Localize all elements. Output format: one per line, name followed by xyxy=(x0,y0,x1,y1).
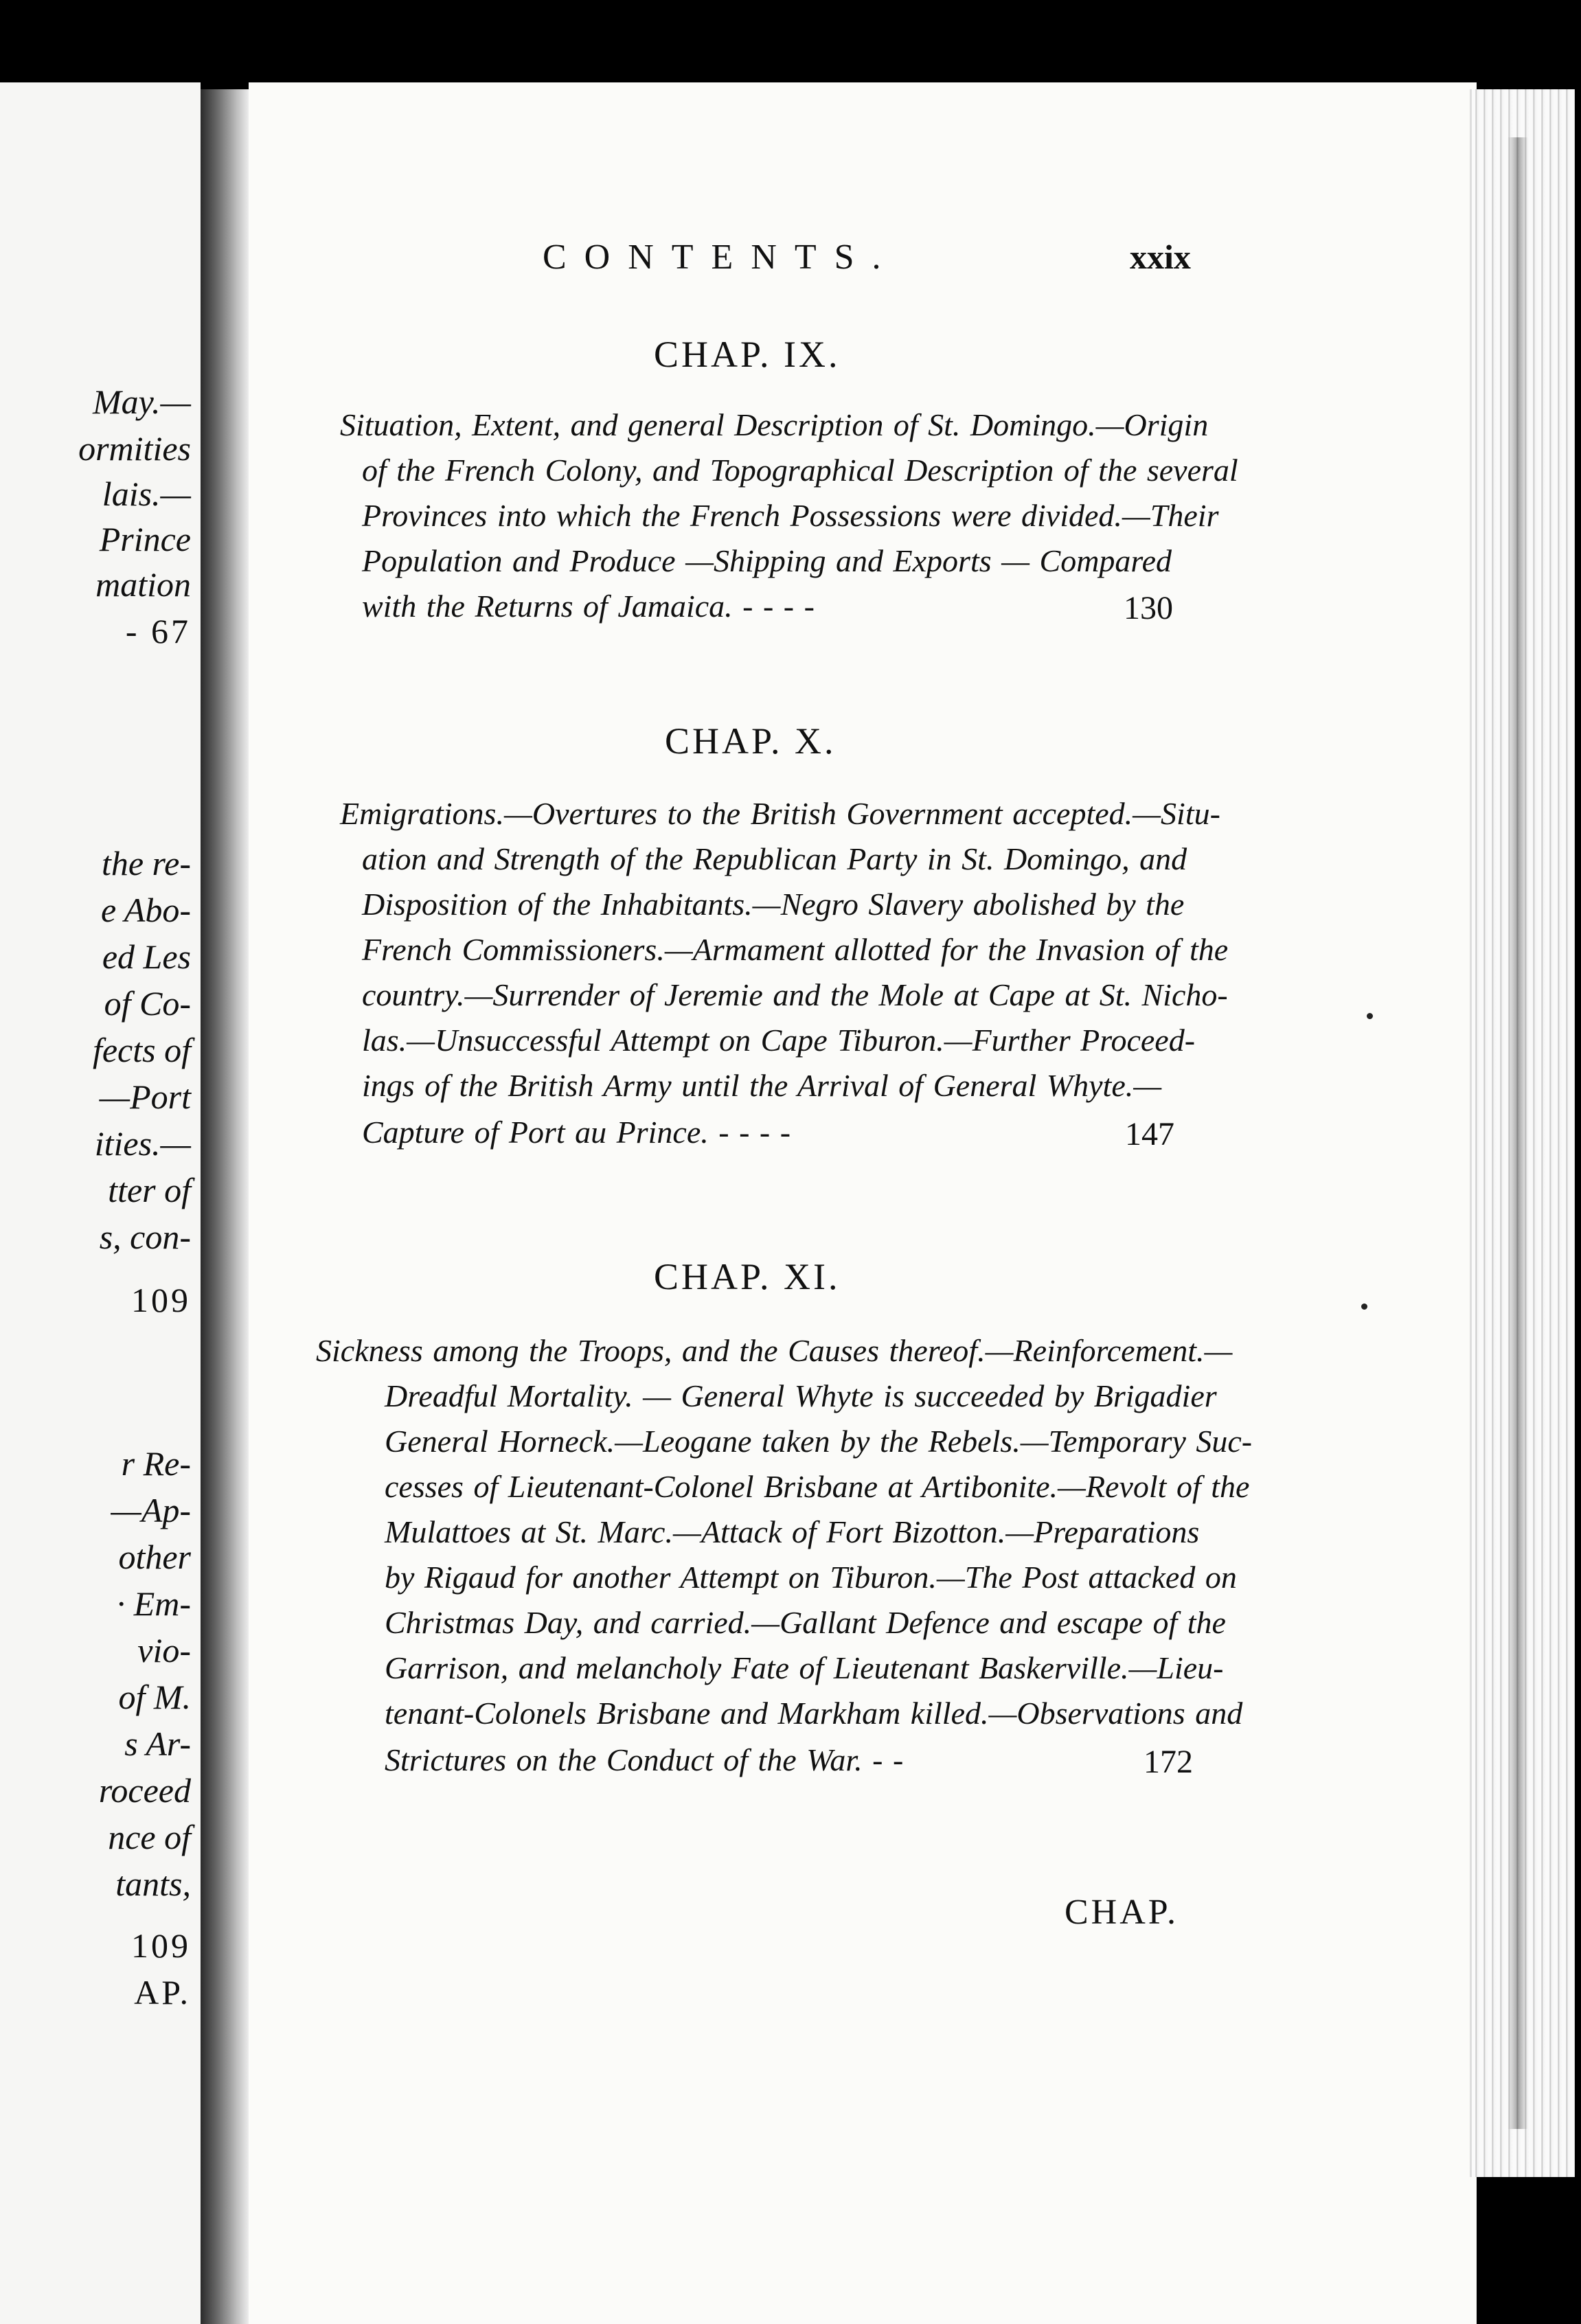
left-fragment: tter of xyxy=(108,1171,191,1209)
left-fragment: the re- xyxy=(101,844,191,882)
chapter-description-line: with the Returns of Jamaica. - - - - xyxy=(362,589,815,624)
left-page-number: 109 xyxy=(131,1926,191,1965)
left-fragment: —Port xyxy=(99,1078,191,1116)
left-fragment: mation xyxy=(95,565,191,604)
chapter-page-number: 147 xyxy=(1125,1116,1174,1152)
left-fragment: r Re- xyxy=(121,1444,191,1483)
left-fragment: ormities xyxy=(78,429,191,468)
chapter-description-line: of the French Colony, and Topographical Description of the several xyxy=(362,453,1238,488)
chapter-description-line: cesses of Lieutenant-Colonel Brisbane at Artibonite.—Revolt of the xyxy=(385,1469,1250,1504)
chapter-description-line: Capture of Port au Prince. - - - - xyxy=(362,1115,791,1150)
chapter-description-line: Provinces into which the French Possessions were divided.—Their xyxy=(362,498,1219,533)
catchword: CHAP. xyxy=(1065,1893,1179,1932)
ink-speck xyxy=(1367,1013,1373,1019)
chapter-description-line: Situation, Extent, and general Description of St. Domingo.—Origin xyxy=(340,407,1209,442)
left-fragment: of M. xyxy=(118,1678,191,1716)
ink-speck xyxy=(1361,1303,1367,1310)
left-fragment: s, con- xyxy=(99,1218,191,1256)
left-fragment: vio- xyxy=(137,1631,191,1670)
left-fragment: ities.— xyxy=(94,1124,191,1163)
chapter-description-line: las.—Unsuccessful Attempt on Cape Tiburon.—Further Proceed- xyxy=(362,1023,1196,1058)
chapter-description-line: Garrison, and melancholy Fate of Lieutenant Baskerville.—Lieu- xyxy=(385,1650,1224,1685)
left-catchword: AP. xyxy=(134,1973,191,2012)
chapter-description-line: Disposition of the Inhabitants.—Negro Slavery abolished by the xyxy=(362,887,1185,922)
chapter-description-line: Dreadful Mortality. — General Whyte is succeeded by Brigadier xyxy=(385,1378,1217,1413)
chapter-description-line: General Horneck.—Leogane taken by the Rebels.—Temporary Suc- xyxy=(385,1424,1253,1459)
left-fragment: roceed xyxy=(98,1771,191,1810)
chapter-description-line: tenant-Colonels Brisbane and Markham killed.—Observations and xyxy=(385,1696,1243,1731)
chapter-description-line: ation and Strength of the Republican Party in St. Domingo, and xyxy=(362,841,1187,876)
chapter-description-line: Christmas Day, and carried.—Gallant Defence and escape of the xyxy=(385,1605,1226,1640)
folio-number: xxix xyxy=(1130,238,1191,276)
edge-shadow xyxy=(1508,137,1528,2129)
left-page-number: 109 xyxy=(131,1281,191,1319)
chapter-heading: CHAP. IX. xyxy=(654,334,841,375)
chapter-description-line: French Commissioners.—Armament allotted for the Invasion of the xyxy=(362,932,1229,967)
chapter-description-line: ings of the British Army until the Arrival of General Whyte.— xyxy=(362,1068,1162,1103)
chapter-description-line: Strictures on the Conduct of the War. - - xyxy=(385,1742,904,1777)
left-page-number: - 67 xyxy=(125,612,191,650)
chapter-description-line: Emigrations.—Overtures to the British Government accepted.—Situ- xyxy=(340,796,1220,831)
left-fragment: · Em- xyxy=(116,1584,191,1623)
left-fragment: fects of xyxy=(92,1031,191,1069)
chapter-description-line: Mulattoes at St. Marc.—Attack of Fort Bizotton.—Preparations xyxy=(385,1514,1200,1549)
chapter-page-number: 172 xyxy=(1144,1744,1193,1780)
left-fragment: s Ar- xyxy=(124,1724,191,1763)
left-fragment: tants, xyxy=(115,1865,191,1903)
chapter-description-line: Population and Produce —Shipping and Exports — Compared xyxy=(362,543,1172,578)
left-fragment: —Ap- xyxy=(111,1491,191,1529)
book-gutter xyxy=(201,89,249,2324)
left-fragment: May.— xyxy=(92,383,191,421)
left-fragment: e Abo- xyxy=(101,891,191,929)
left-fragment: ed Les xyxy=(102,937,191,976)
left-fragment: lais.— xyxy=(102,475,191,513)
running-title: CONTENTS. xyxy=(543,238,899,277)
left-fragment: nce of xyxy=(108,1818,191,1856)
chapter-description-line: country.—Surrender of Jeremie and the Mole at Cape at St. Nicho- xyxy=(362,977,1228,1012)
left-fragment: of Co- xyxy=(104,984,191,1023)
chapter-description-line: by Rigaud for another Attempt on Tiburon.—The Post attacked on xyxy=(385,1560,1237,1595)
chapter-heading: CHAP. XI. xyxy=(654,1256,841,1297)
chapter-page-number: 130 xyxy=(1124,590,1173,626)
left-fragment: other xyxy=(118,1538,191,1576)
chapter-heading: CHAP. X. xyxy=(665,720,837,762)
chapter-description-line: Sickness among the Troops, and the Causes thereof.—Reinforcement.— xyxy=(316,1333,1233,1368)
left-page xyxy=(0,82,201,2324)
left-fragment: Prince xyxy=(99,520,191,558)
